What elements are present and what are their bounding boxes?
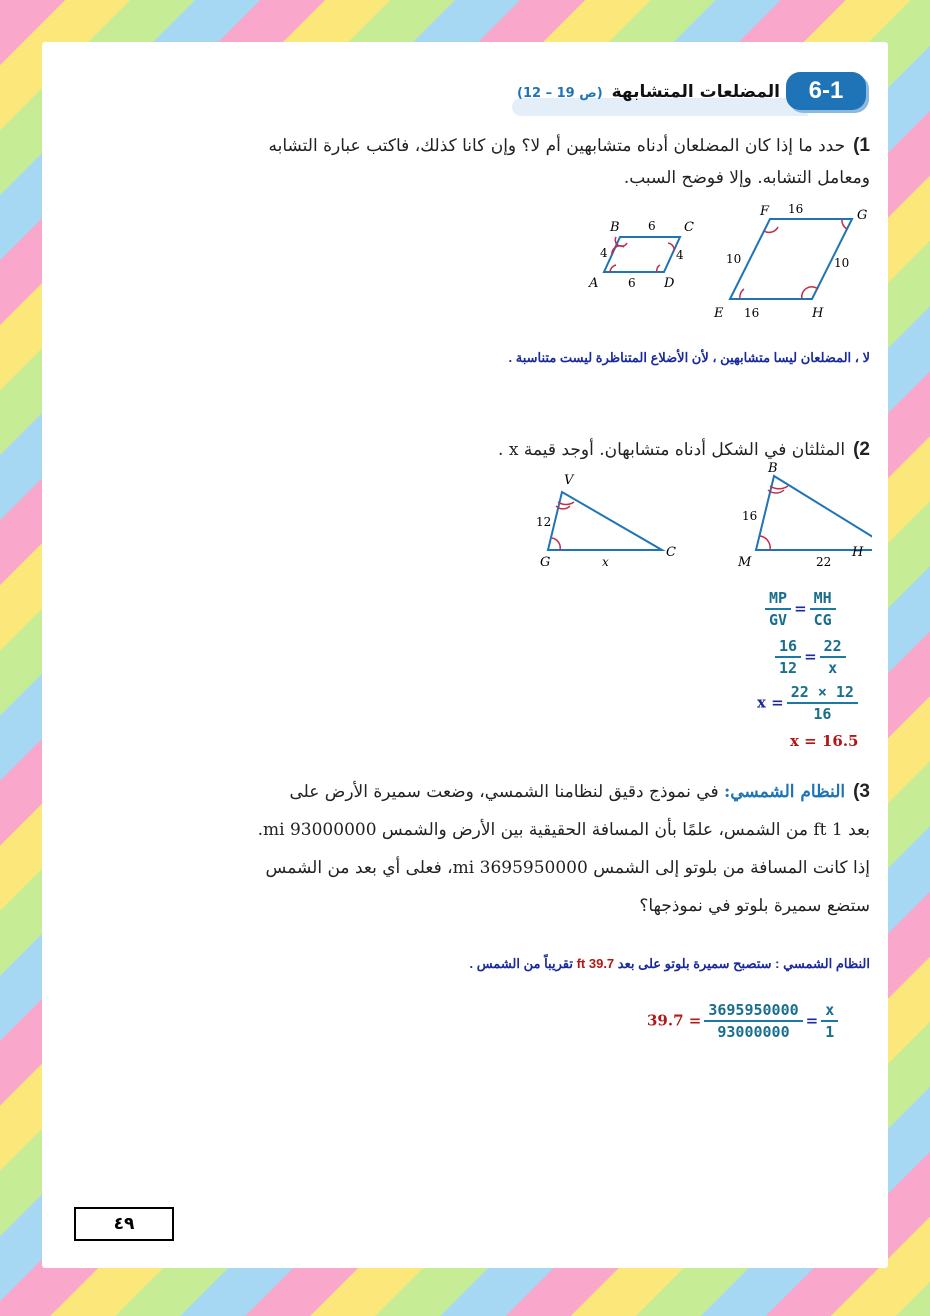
frac-cg: CG <box>813 611 832 629</box>
q2-proportion-2: $\frac{16}{12}$ = $\frac{22}{x}$ <box>772 636 862 678</box>
question-3-line2: بعد 1 ft من الشمس، علمًا بأن المسافة الحقيقية بين الأرض والشمس 93000000 mi. <box>257 820 870 840</box>
vertex-b2: B <box>768 462 778 476</box>
page-sheet <box>42 42 888 1268</box>
side-vg: 12 <box>536 515 552 529</box>
vertex-c2: C <box>666 545 676 560</box>
vertex-h: H <box>812 306 824 321</box>
question-3-line4: ستضع سميرة بلوتو في نموذجها؟ <box>639 896 870 916</box>
question-3-answer <box>470 956 871 972</box>
frac-x3: x <box>821 1000 838 1022</box>
side-fg: 16 <box>788 202 804 216</box>
question-1-number: 1) <box>853 135 870 156</box>
vertex-c: C <box>684 220 694 235</box>
side-gc: x <box>602 555 609 569</box>
question-1-figures <box>572 197 872 327</box>
frac-pluto: 3695950000 <box>704 1000 802 1022</box>
question-2-figures <box>522 462 872 572</box>
side-ad: 6 <box>628 276 636 290</box>
side-eh: 16 <box>744 306 760 320</box>
question-1-line1: حدد ما إذا كان المضلعان أدناه متشابهين أم لا؟ وإن كانا كذلك، فاكتب عبارة التشابه <box>268 136 846 156</box>
vertex-f: F <box>760 204 770 219</box>
vertex-v: V <box>564 473 574 488</box>
frac-x: x <box>828 659 838 677</box>
side-ab: 4 <box>600 246 608 260</box>
vertex-h2: H <box>852 545 864 560</box>
q3-answer-part1: النظام الشمسي : ستصبح سميرة بلوتو على بعد <box>617 956 870 971</box>
question-1-line2: ومعامل التشابه. وإلا فوضح السبب. <box>623 168 870 188</box>
side-ef: 10 <box>726 252 742 266</box>
question-2-number: 2) <box>853 439 870 460</box>
q2-result: x = 16.5 <box>790 732 859 750</box>
question-3-number: 3) <box>853 781 870 802</box>
pages-reference: (ص 19 – 12) <box>517 86 603 101</box>
vertex-e: E <box>714 306 724 321</box>
q2-solution-step <box>757 682 867 724</box>
page-number: ٤٩ <box>74 1207 174 1241</box>
q2-proportion-1: $\frac{MP}{GV}$ = $\frac{MH}{CG}$ <box>762 588 862 630</box>
frac-22: 22 <box>820 636 846 658</box>
vertex-d: D <box>664 276 675 291</box>
question-3-line1: في نموذج دقيق لنظامنا الشمسي، وضعت سميرة الأرض على <box>289 782 719 802</box>
triangle-vgc <box>548 492 662 550</box>
frac-12: 12 <box>779 659 798 677</box>
question-1-answer: لا ، المضلعان ليسا متشابهين ، لأن الأضلاع المتناظرة ليست متناسبة . <box>508 350 870 365</box>
vertex-b: B <box>610 220 620 235</box>
frac-22x12: 22 × 12 <box>787 682 858 704</box>
vertex-m: M <box>738 555 752 570</box>
frac-mh: MH <box>810 588 836 610</box>
question-1 <box>230 130 870 194</box>
side-mh: 22 <box>816 555 832 569</box>
vertex-a: A <box>589 276 599 291</box>
frac-1: 1 <box>825 1023 835 1041</box>
lesson-title: المضلعات المتشابهة <box>611 82 780 102</box>
q3-proportion: 39.7 = $\frac{3695950000}{93000000}$ = $\frac{x}{1}$ <box>647 1000 841 1042</box>
x-equals: x = <box>757 693 784 712</box>
question-2-text: المثلثان في الشكل أدناه متشابهان. أوجد قيمة x . <box>498 440 846 460</box>
question-3 <box>210 776 870 922</box>
lesson-code-badge: 6-1 <box>786 72 866 110</box>
frac-16: 16 <box>775 636 801 658</box>
vertex-g2: G <box>540 555 551 570</box>
question-3-term: النظام الشمسي: <box>723 782 846 802</box>
side-gh: 10 <box>834 256 850 270</box>
frac-mp: MP <box>765 588 791 610</box>
frac-16b: 16 <box>813 705 832 723</box>
side-cd: 4 <box>676 248 684 262</box>
q3-answer-part2: تقريباً من الشمس . <box>469 956 573 971</box>
vertex-g: G <box>857 208 868 223</box>
q3-lhs: 39.7 = <box>647 1011 702 1030</box>
frac-earth: 93000000 <box>717 1023 790 1041</box>
q3-answer-value: 39.7 ft <box>576 956 615 971</box>
question-3-line3: إذا كانت المسافة من بلوتو إلى الشمس 3695950000 mi، فعلى أي بعد من الشمس <box>265 858 870 878</box>
frac-gv: GV <box>769 611 788 629</box>
side-bc: 6 <box>648 219 656 233</box>
side-bm: 16 <box>742 509 758 523</box>
